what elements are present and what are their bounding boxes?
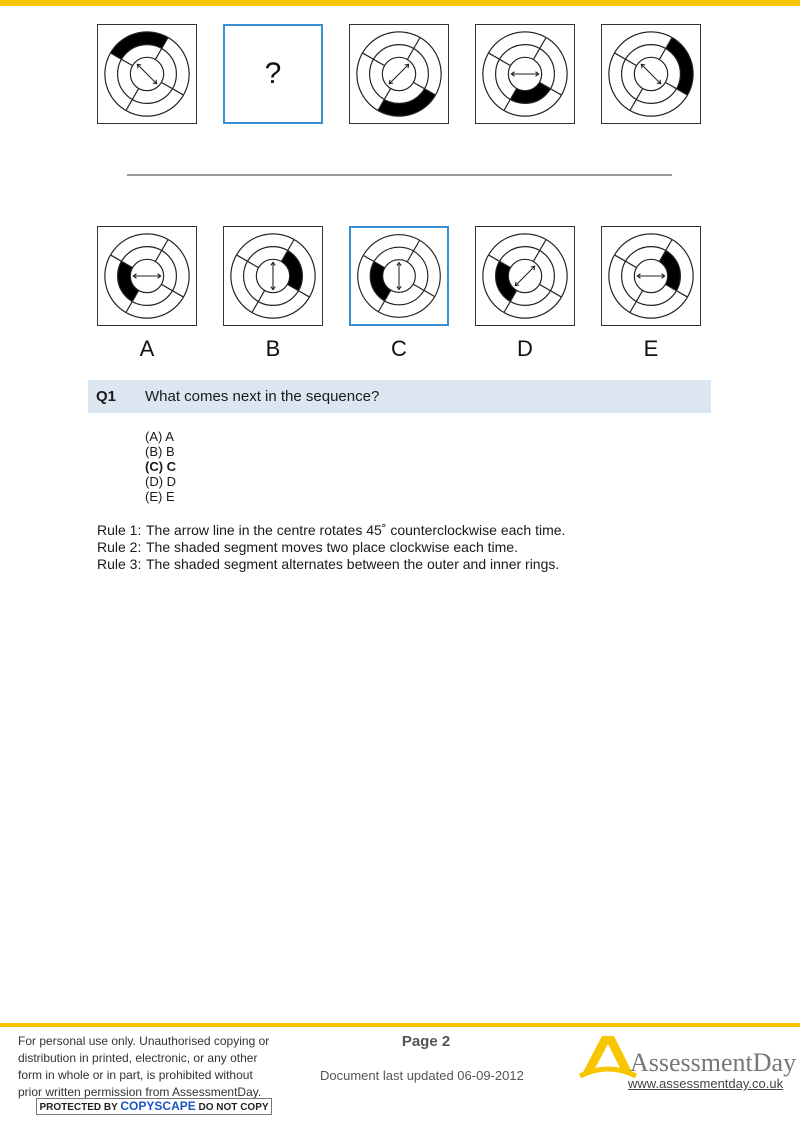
- figure-svg: [476, 25, 574, 123]
- segment-divider: [489, 53, 511, 66]
- rule-label: Rule 2:: [97, 539, 142, 555]
- copyscape-badge[interactable]: [36, 1098, 272, 1115]
- segment-divider: [630, 290, 643, 312]
- rules-list: [97, 522, 565, 573]
- arrow-line: [389, 64, 408, 83]
- option-figure-b[interactable]: [223, 226, 323, 326]
- sequence-figure-3: [349, 24, 449, 124]
- segment-divider: [533, 240, 546, 262]
- segment-divider: [363, 53, 385, 66]
- option-figure-c[interactable]: [349, 226, 449, 326]
- segment-divider: [407, 240, 419, 262]
- figure-svg: [224, 227, 322, 325]
- segment-divider: [161, 284, 183, 297]
- figure-svg: [98, 227, 196, 325]
- copyscape-brand: COPYSCAPE: [120, 1099, 196, 1113]
- rule-text: The arrow line in the centre rotates 45˚ counterclockwise each time.: [146, 522, 566, 538]
- rule-1: [97, 522, 565, 539]
- segment-divider: [161, 82, 183, 95]
- segment-divider: [533, 38, 546, 60]
- missing-figure-tile: [223, 24, 323, 124]
- figure-svg: [602, 25, 700, 123]
- figure-svg: [98, 25, 196, 123]
- segment-divider: [407, 38, 420, 60]
- sequence-figure-1: [97, 24, 197, 124]
- logo-text: AssessmentDay: [630, 1048, 797, 1077]
- segment-divider: [630, 88, 643, 110]
- figure-svg: [476, 227, 574, 325]
- last-updated: Document last updated 06-09-2012: [320, 1068, 524, 1083]
- answer-e[interactable]: (E) E: [145, 489, 175, 504]
- arrow-line: [137, 64, 156, 83]
- rule-label: Rule 3:: [97, 556, 142, 572]
- segment-divider: [237, 255, 259, 268]
- page-number: Page 2: [401, 1033, 451, 1050]
- answer-c[interactable]: (C) C: [145, 459, 177, 474]
- answer-b[interactable]: (B) B: [145, 444, 175, 459]
- rule-text: The shaded segment alternates between the outer and inner rings.: [146, 556, 560, 572]
- figure-svg: [350, 25, 448, 123]
- option-letter: B: [265, 336, 281, 361]
- question-band: [88, 380, 711, 413]
- answer-a[interactable]: (A) A: [145, 429, 174, 444]
- answer-list: [145, 429, 176, 504]
- segment-divider: [615, 255, 637, 268]
- option-figure-e[interactable]: [601, 226, 701, 326]
- option-letter: A: [139, 336, 155, 361]
- segment-divider: [155, 240, 168, 262]
- sequence-figure-4: [475, 24, 575, 124]
- question-mark: ?: [264, 57, 282, 90]
- question-number: Q1: [96, 388, 117, 405]
- rule-2: [97, 539, 565, 556]
- option-letter: E: [643, 336, 659, 361]
- arrow-line: [515, 266, 534, 285]
- segment-divider: [615, 53, 637, 66]
- rule-text: The shaded segment moves two place clockwise each time.: [146, 539, 518, 555]
- segment-divider: [252, 290, 265, 312]
- rule-3: [97, 556, 565, 573]
- top-accent-bar: [0, 0, 800, 6]
- copyscape-post: DO NOT COPY: [198, 1102, 269, 1113]
- option-figure-d[interactable]: [475, 226, 575, 326]
- segment-divider: [539, 284, 561, 297]
- notice-line: distribution in printed, electronic, or any other: [18, 1051, 258, 1065]
- option-letter: D: [517, 336, 533, 361]
- arrow-line: [641, 64, 660, 83]
- answer-d[interactable]: (D) D: [145, 474, 177, 489]
- figure-svg: [602, 227, 700, 325]
- logo-a-mark-icon: [578, 1032, 638, 1078]
- option-figure-a[interactable]: [97, 226, 197, 326]
- footer-accent-bar: [0, 1023, 800, 1027]
- notice-line: prior written permission from AssessmentDay.: [18, 1085, 262, 1099]
- website-link[interactable]: www.assessmentday.co.uk: [628, 1076, 784, 1091]
- segment-divider: [413, 284, 435, 296]
- segment-divider: [126, 88, 139, 110]
- notice-line: For personal use only. Unauthorised copying or: [18, 1034, 270, 1048]
- question-text: What comes next in the sequence?: [145, 388, 380, 405]
- divider-line: [127, 174, 672, 176]
- sequence-figure-5: [601, 24, 701, 124]
- copyscape-pre: PROTECTED BY: [39, 1102, 118, 1113]
- figure-svg: [351, 228, 447, 324]
- rule-label: Rule 1:: [97, 522, 142, 538]
- option-letter: C: [391, 336, 407, 361]
- notice-line: form in whole or in part, is prohibited without: [18, 1068, 253, 1082]
